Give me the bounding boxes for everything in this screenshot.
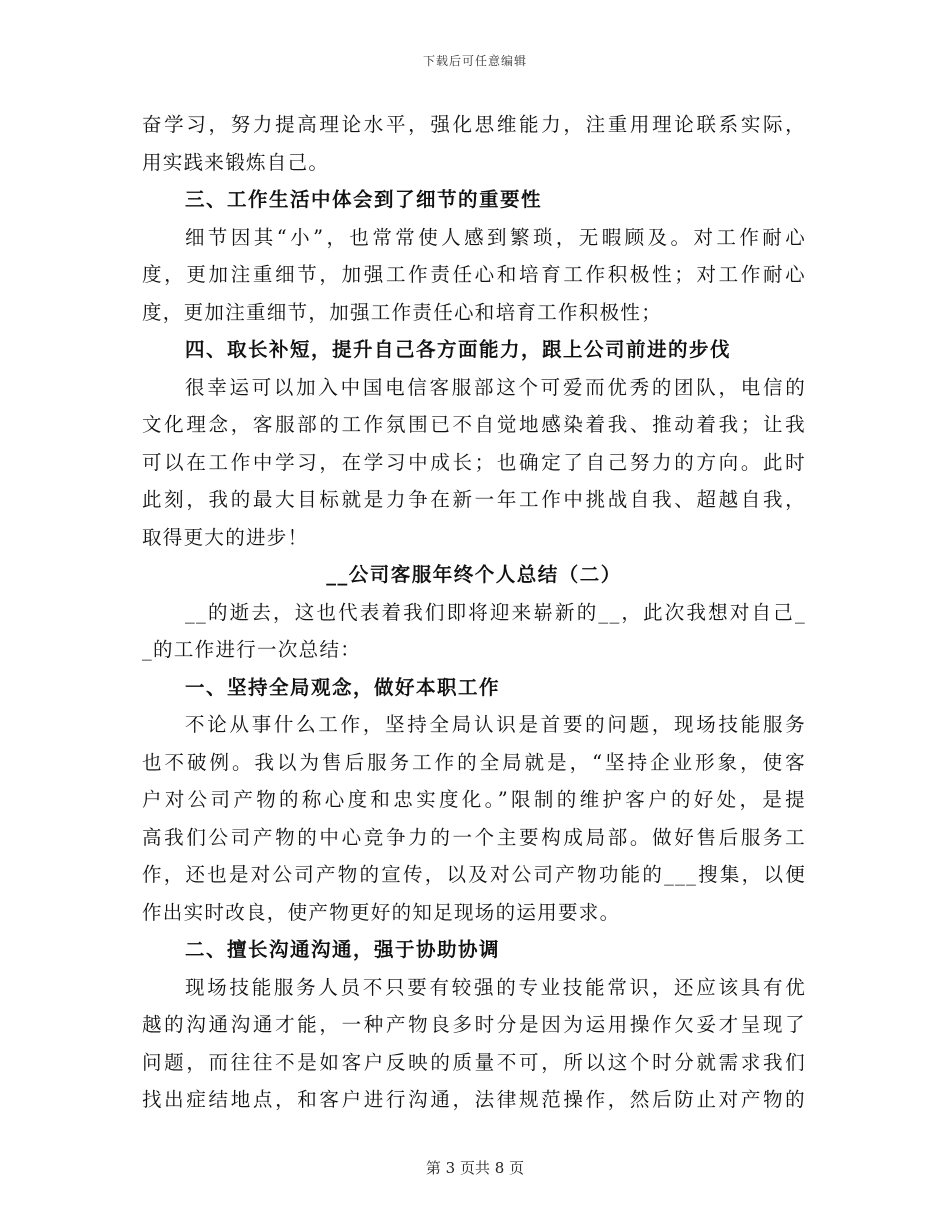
paragraph-line: __的逝去，这也代表着我们即将迎来崭新的__，此次我想对自己_ — [185, 600, 806, 624]
paragraph-line: _的工作进行一次总结： — [142, 638, 362, 661]
paragraph-line: 细节因其“小”，也常常使人感到繁琐，无暇顾及。对工作耐心 — [185, 225, 806, 249]
paragraph-line: 不论从事什么工作，坚持全局认识是首要的问题，现场技能服务 — [185, 713, 806, 736]
paragraph-line: 问题，而往往不是如客户反映的质量不可，所以这个时分就需求我们 — [142, 1050, 806, 1074]
section-heading: 四、取长补短，提升自己各方面能力，跟上公司前进的步伐 — [185, 338, 732, 361]
section-heading: 二、擅长沟通沟通，强于协助协调 — [185, 938, 501, 961]
document-title: __公司客服年终个人总结（二） — [326, 563, 622, 586]
paragraph-line: 现场技能服务人员不只要有较强的专业技能常识，还应该具有优 — [185, 975, 806, 999]
paragraph-line: 文化理念，客服部的工作氛围已不自觉地感染着我、推动着我；让我 — [142, 413, 806, 436]
section-heading: 一、坚持全局观念，做好本职工作 — [185, 675, 501, 699]
page-header: 下载后可任意编辑 — [422, 54, 527, 68]
paragraph-line: 作，还也是对公司产物的宣传，以及对公司产物功能的___搜集，以便 — [142, 863, 806, 886]
paragraph-line: 很幸运可以加入中国电信客服部这个可爱而优秀的团队，电信的 — [185, 375, 806, 399]
paragraph-line: 也不破例。我以为售后服务工作的全局就是，“坚持企业形象，使客 — [142, 750, 806, 774]
paragraph-line: 可以在工作中学习，在学习中成长；也确定了自己努力的方向。此时 — [142, 450, 806, 474]
document-body — [142, 106, 806, 1119]
paragraph-line: 用实践来锻炼自己。 — [142, 150, 330, 174]
paragraph-line: 找出症结地点，和客户进行沟通，法律规范操作，然后防止对产物的 — [142, 1088, 806, 1111]
page-footer: 第 3 页共 8 页 — [425, 1159, 525, 1177]
paragraph-line: 度，更加注重细节，加强工作责任心和培育工作积极性； — [142, 300, 663, 324]
paragraph-line: 户对公司产物的称心度和忠实度化。”限制的维护客户的好处，是提 — [142, 788, 806, 811]
paragraph-line: 此刻，我的最大目标就是力争在新一年工作中挑战自我、超越自我， — [142, 488, 806, 511]
paragraph-line: 高我们公司产物的中心竞争力的一个主要构成局部。做好售后服务工 — [142, 825, 806, 849]
paragraph-line: 作出实时改良，使产物更好的知足现场的运用要求。 — [142, 900, 621, 924]
paragraph-line: 奋学习，努力提高理论水平，强化思维能力，注重用理论联系实际， — [142, 113, 806, 136]
paragraph-line: 度，更加注重细节，加强工作责任心和培育工作积极性；对工作耐心 — [142, 263, 806, 286]
paragraph-line: 越的沟通沟通才能，一种产物良多时分是因为运用操作欠妥才呈现了 — [142, 1013, 806, 1036]
section-heading: 三、工作生活中体会到了细节的重要性 — [185, 188, 543, 211]
paragraph-line: 取得更大的进步！ — [142, 525, 309, 549]
